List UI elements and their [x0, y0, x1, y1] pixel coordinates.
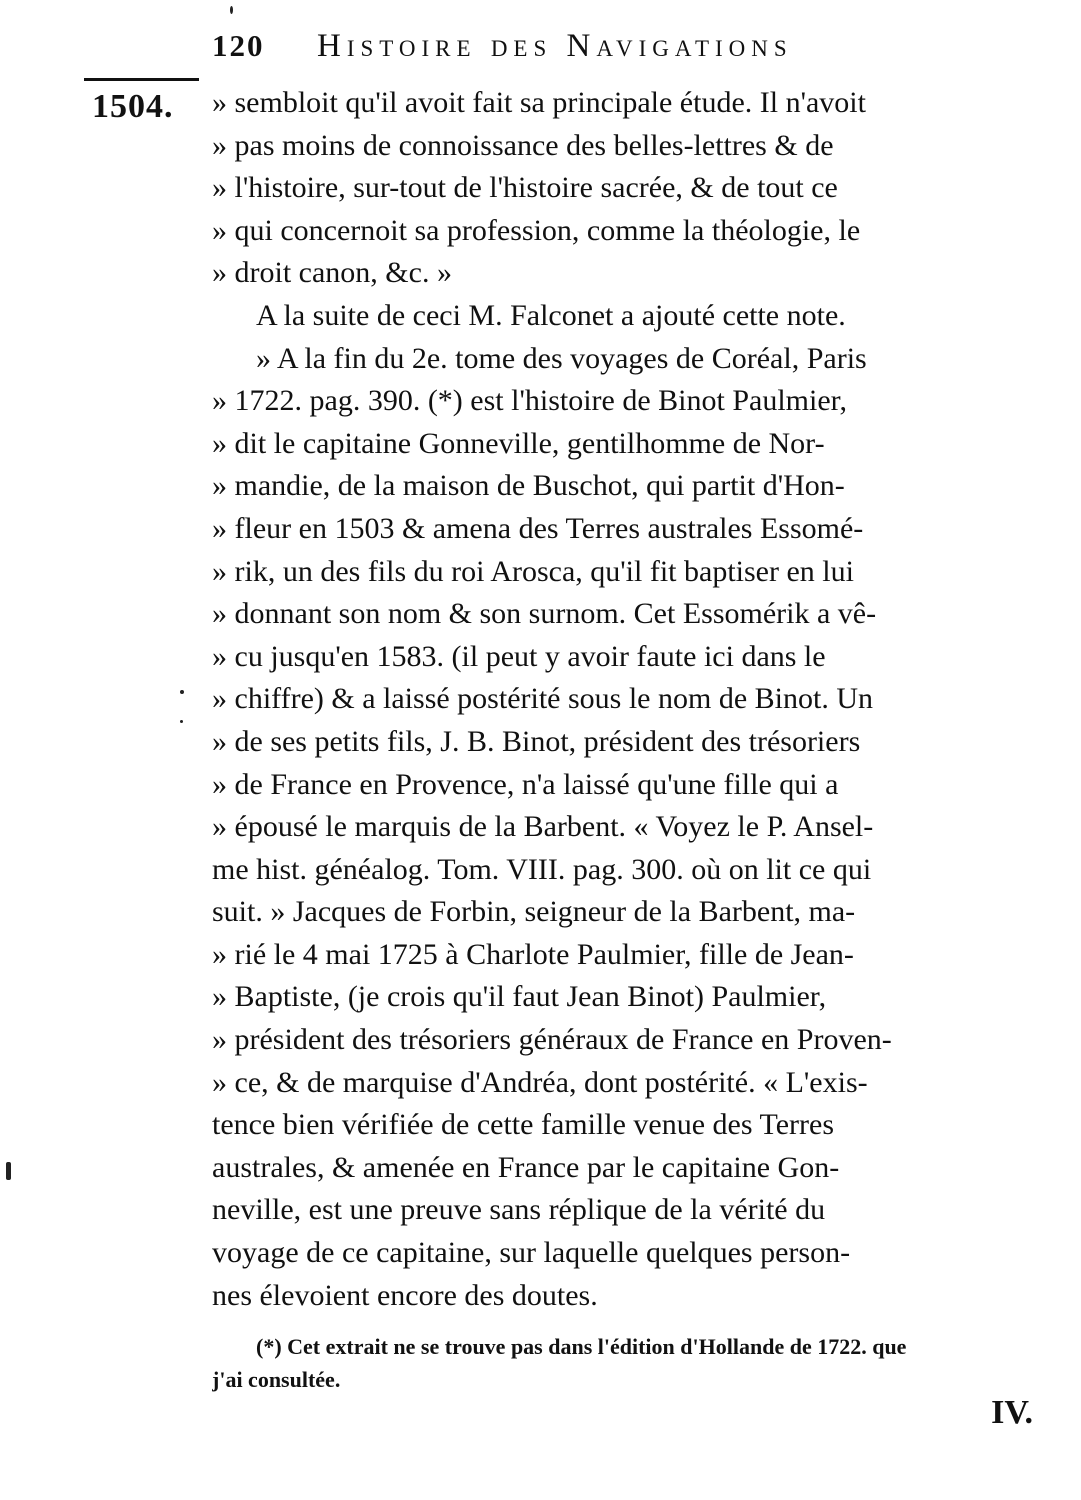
- margin-year: 1504.: [92, 88, 174, 125]
- ink-speck: [6, 1162, 11, 1180]
- text-line: » chiffre) & a laissé postérité sous le nom de Binot. Un: [212, 682, 873, 716]
- text-line: » 1722. pag. 390. (*) est l'histoire de Binot Paulmier,: [212, 384, 847, 418]
- text-line: » épousé le marquis de la Barbent. « Voyez le P. Ansel-: [212, 810, 874, 844]
- text-line: » sembloit qu'il avoit fait sa principale étude. Il n'avoit: [212, 86, 866, 119]
- text-line: voyage de ce capitaine, sur laquelle quelques person-: [212, 1236, 851, 1270]
- body-text: [212, 82, 1038, 1317]
- text-line: » donnant son nom & son surnom. Cet Essomérik a vê-: [212, 597, 877, 631]
- text-line: » président des trésoriers généraux de France en Proven-: [212, 1023, 892, 1057]
- page-number: 120: [212, 28, 265, 63]
- footnote: [212, 1330, 1038, 1396]
- text-line: australes, & amenée en France par le capitaine Gon-: [212, 1150, 840, 1184]
- text-line: » de ses petits fils, J. B. Binot, président des trésoriers: [212, 724, 861, 758]
- text-line: » rik, un des fils du roi Arosca, qu'il fit baptiser en lui: [212, 554, 854, 588]
- text-line: » fleur en 1503 & amena des Terres australes Essomé-: [212, 511, 864, 545]
- text-line: neville, est une preuve sans réplique de la vérité du: [212, 1193, 826, 1227]
- text-line: » A la fin du 2e. tome des voyages de Coréal, Paris: [256, 341, 867, 375]
- text-line: » pas moins de connoissance des belles-lettres & de: [212, 128, 834, 162]
- page-header: [212, 28, 952, 72]
- catchword: IV.: [991, 1394, 1033, 1431]
- text-line: » Baptiste, (je crois qu'il faut Jean Binot) Paulmier,: [212, 980, 827, 1014]
- text-line: A la suite de ceci M. Falconet a ajouté cette note.: [256, 298, 846, 332]
- ink-speck: [230, 6, 233, 14]
- text-line: » droit canon, &c. »: [212, 256, 452, 290]
- footnote-line: (*) Cet extrait ne se trouve pas dans l'édition d'Hollande de 1722. que: [256, 1334, 907, 1359]
- text-line: » mandie, de la maison de Buschot, qui partit d'Hon-: [212, 469, 845, 503]
- ink-speck: [180, 690, 184, 694]
- text-line: » l'histoire, sur-tout de l'histoire sacrée, & de tout ce: [212, 171, 838, 205]
- text-line: » de France en Provence, n'a laissé qu'une fille qui a: [212, 767, 839, 801]
- text-line: » qui concernoit sa profession, comme la théologie, le: [212, 213, 861, 247]
- text-line: » cu jusqu'en 1583. (il peut y avoir faute ici dans le: [212, 639, 826, 673]
- text-line: » ce, & de marquise d'Andréa, dont postérité. « L'exis-: [212, 1065, 868, 1099]
- text-line: » rié le 4 mai 1725 à Charlote Paulmier, fille de Jean-: [212, 937, 854, 971]
- text-line: suit. » Jacques de Forbin, seigneur de la Barbent, ma-: [212, 895, 856, 929]
- text-line: » dit le capitaine Gonneville, gentilhomme de Nor-: [212, 426, 825, 460]
- ink-speck: [180, 720, 183, 723]
- text-line: tence bien vérifiée de cette famille venue des Terres: [212, 1108, 835, 1142]
- text-line: me hist. généalog. Tom. VIII. pag. 300. où on lit ce qui: [212, 852, 872, 886]
- text-line: nes élevoient encore des doutes.: [212, 1278, 598, 1312]
- margin-rule: [84, 78, 199, 81]
- running-title: Histoire des Navigations: [317, 28, 793, 64]
- footnote-line: j'ai consultée.: [212, 1367, 341, 1392]
